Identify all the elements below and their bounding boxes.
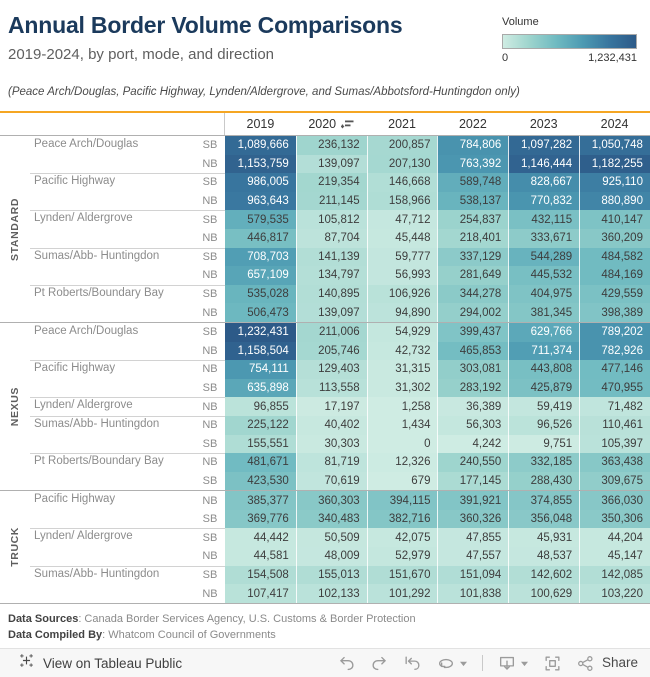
- heatmap-cell-2023[interactable]: 711,374: [508, 342, 579, 361]
- mode-label-text: TRUCK: [9, 527, 21, 567]
- heatmap-cell-2023[interactable]: 425,879: [508, 379, 579, 398]
- heatmap-cell-2022[interactable]: 47,557: [437, 547, 508, 566]
- port-block: [30, 566, 650, 603]
- port-rows: [195, 528, 650, 565]
- view-on-tableau-public-link[interactable]: [18, 652, 182, 674]
- heatmap-cell-2019[interactable]: 107,417: [225, 584, 296, 603]
- heatmap-cell-2020[interactable]: 219,354: [296, 173, 367, 192]
- port-label[interactable]: Pacific Highway: [34, 493, 116, 506]
- direction-label[interactable]: NB: [202, 587, 218, 600]
- ports-container: [30, 491, 650, 603]
- heatmap-cell-2021[interactable]: 42,075: [367, 528, 438, 547]
- heatmap-cell-2024[interactable]: 398,389: [579, 303, 650, 322]
- table-row: [195, 360, 650, 379]
- ports-container: [30, 323, 650, 490]
- tableau-toolbar: [0, 648, 650, 677]
- heatmap-cell-2020[interactable]: 211,006: [296, 323, 367, 342]
- heatmap-cell-2022[interactable]: 337,129: [437, 248, 508, 267]
- table-row: [195, 528, 650, 547]
- data-sources-value: : Canada Border Services Agency, U.S. Customs & Border Protection: [78, 612, 416, 625]
- port-block: [30, 323, 650, 360]
- heatmap-cell-2024[interactable]: 360,209: [579, 229, 650, 248]
- heatmap-cell-2021[interactable]: 146,668: [367, 173, 438, 192]
- heatmap-cell-2020[interactable]: 87,704: [296, 229, 367, 248]
- legend-scale: [502, 52, 637, 64]
- heatmap-cell-2019[interactable]: 44,581: [225, 547, 296, 566]
- heatmap-cell-2022[interactable]: 538,137: [437, 192, 508, 211]
- heatmap-cell-2024[interactable]: 142,085: [579, 566, 650, 585]
- port-block: [30, 248, 650, 285]
- table-row: [195, 491, 650, 510]
- port-label[interactable]: Peace Arch/Douglas: [34, 324, 139, 337]
- heatmap-cell-2024[interactable]: 350,306: [579, 510, 650, 529]
- year-header-2024[interactable]: [579, 113, 650, 135]
- port-rows: [195, 285, 650, 322]
- heatmap-cell-2019[interactable]: 708,703: [225, 248, 296, 267]
- port-label[interactable]: Sumas/Abb- Huntingdon: [34, 249, 160, 262]
- heatmap-cell-2023[interactable]: 443,808: [508, 360, 579, 379]
- port-rows: [195, 416, 650, 453]
- heatmap-cell-2019[interactable]: 986,005: [225, 173, 296, 192]
- table-row: [195, 285, 650, 304]
- heatmap-cell-2021[interactable]: 94,890: [367, 303, 438, 322]
- mode-group-truck: [0, 490, 650, 603]
- direction-label[interactable]: NB: [202, 363, 218, 376]
- port-block: [30, 416, 650, 453]
- heatmap-cell-2020[interactable]: 236,132: [296, 136, 367, 155]
- heatmap-table: [0, 113, 650, 604]
- legend-title: Volume: [502, 16, 539, 28]
- heatmap-cell-2019[interactable]: 225,122: [225, 416, 296, 435]
- heatmap-cell-2023[interactable]: 9,751: [508, 435, 579, 454]
- heatmap-cell-2023[interactable]: 45,931: [508, 528, 579, 547]
- heatmap-cell-2022[interactable]: 360,326: [437, 510, 508, 529]
- heatmap-cell-2021[interactable]: 42,732: [367, 342, 438, 361]
- heatmap-cell-2023[interactable]: 828,667: [508, 173, 579, 192]
- heatmap-cell-2019[interactable]: 963,643: [225, 192, 296, 211]
- heatmap-cell-2021[interactable]: 54,929: [367, 323, 438, 342]
- year-label: 2019: [246, 117, 275, 131]
- heatmap-cell-2020[interactable]: 360,303: [296, 491, 367, 510]
- heatmap-cell-2020[interactable]: 30,303: [296, 435, 367, 454]
- heatmap-cell-2022[interactable]: 294,002: [437, 303, 508, 322]
- heatmap-cell-2023[interactable]: 432,115: [508, 210, 579, 229]
- direction-label[interactable]: NB: [202, 269, 218, 282]
- heatmap-cell-2020[interactable]: 81,719: [296, 453, 367, 472]
- direction-label[interactable]: SB: [202, 437, 218, 450]
- heatmap-cell-2022[interactable]: 177,145: [437, 472, 508, 491]
- table-body: [0, 135, 650, 604]
- year-header-2020[interactable]: [296, 113, 367, 135]
- port-rows: [195, 248, 650, 285]
- page-title: Annual Border Volume Comparisons: [8, 12, 403, 38]
- direction-label[interactable]: NB: [202, 157, 218, 170]
- port-block: [30, 360, 650, 397]
- heatmap-cell-2022[interactable]: 344,278: [437, 285, 508, 304]
- port-label[interactable]: Sumas/Abb- Huntingdon: [34, 567, 160, 580]
- direction-label[interactable]: SB: [202, 288, 218, 301]
- heatmap-cell-2024[interactable]: 470,955: [579, 379, 650, 398]
- table-row: [195, 136, 650, 155]
- heatmap-cell-2020[interactable]: 70,619: [296, 472, 367, 491]
- table-row: [195, 510, 650, 529]
- heatmap-cell-2023[interactable]: 544,289: [508, 248, 579, 267]
- heatmap-cell-2024[interactable]: 484,582: [579, 248, 650, 267]
- heatmap-cell-2019[interactable]: 481,671: [225, 453, 296, 472]
- heatmap-cell-2024[interactable]: 1,050,748: [579, 136, 650, 155]
- heatmap-cell-2020[interactable]: 50,509: [296, 528, 367, 547]
- mode-group-standard: [0, 136, 650, 322]
- heatmap-cell-2023[interactable]: 288,430: [508, 472, 579, 491]
- heatmap-cell-2020[interactable]: 105,812: [296, 210, 367, 229]
- heatmap-cell-2022[interactable]: 240,550: [437, 453, 508, 472]
- table-row: [195, 342, 650, 361]
- heatmap-cell-2023[interactable]: 629,766: [508, 323, 579, 342]
- heatmap-cell-2022[interactable]: 151,094: [437, 566, 508, 585]
- table-row: [195, 323, 650, 342]
- port-label[interactable]: Lynden/ Aldergrove: [34, 212, 133, 225]
- table-row: [195, 416, 650, 435]
- sort-descending-icon[interactable]: [341, 119, 354, 129]
- heatmap-cell-2024[interactable]: 925,110: [579, 173, 650, 192]
- heatmap-cell-2023[interactable]: 770,832: [508, 192, 579, 211]
- heatmap-cell-2024[interactable]: 880,890: [579, 192, 650, 211]
- fullscreen-button[interactable]: [543, 654, 562, 673]
- port-rows: [195, 173, 650, 210]
- heatmap-cell-2022[interactable]: 254,837: [437, 210, 508, 229]
- heatmap-cell-2024[interactable]: 477,146: [579, 360, 650, 379]
- direction-label[interactable]: SB: [202, 531, 218, 544]
- port-rows: [195, 136, 650, 173]
- heatmap-cell-2024[interactable]: 484,169: [579, 266, 650, 285]
- heatmap-cell-2023[interactable]: 374,855: [508, 491, 579, 510]
- direction-label[interactable]: NB: [202, 195, 218, 208]
- port-block: [30, 210, 650, 247]
- mode-label-text: NEXUS: [9, 387, 21, 427]
- heatmap-cell-2024[interactable]: 103,220: [579, 584, 650, 603]
- undo-button[interactable]: [337, 654, 356, 673]
- heatmap-cell-2021[interactable]: 106,926: [367, 285, 438, 304]
- direction-label[interactable]: SB: [202, 568, 218, 581]
- view-on-tableau-public-label: View on Tableau Public: [43, 655, 183, 671]
- table-row: [195, 547, 650, 566]
- table-row: [195, 566, 650, 585]
- heatmap-cell-2023[interactable]: 332,185: [508, 453, 579, 472]
- direction-label[interactable]: SB: [202, 513, 218, 526]
- year-label: 2023: [529, 117, 558, 131]
- heatmap-cell-2020[interactable]: 129,403: [296, 360, 367, 379]
- heatmap-cell-2023[interactable]: 356,048: [508, 510, 579, 529]
- port-rows: [195, 360, 650, 397]
- heatmap-cell-2024[interactable]: 45,147: [579, 547, 650, 566]
- mode-group-nexus: [0, 322, 650, 490]
- heatmap-cell-2023[interactable]: 48,537: [508, 547, 579, 566]
- table-row: [195, 584, 650, 603]
- legend-max: 1,232,431: [588, 52, 637, 64]
- color-legend[interactable]: [502, 16, 637, 64]
- port-block: [30, 285, 650, 322]
- table-row: [195, 472, 650, 491]
- heatmap-cell-2019[interactable]: 506,473: [225, 303, 296, 322]
- port-rows: [195, 210, 650, 247]
- heatmap-cell-2021[interactable]: 45,448: [367, 229, 438, 248]
- direction-label[interactable]: SB: [202, 382, 218, 395]
- heatmap-cell-2020[interactable]: 40,402: [296, 416, 367, 435]
- heatmap-cell-2023[interactable]: 381,345: [508, 303, 579, 322]
- year-header-2023[interactable]: [508, 113, 579, 135]
- heatmap-cell-2024[interactable]: 44,204: [579, 528, 650, 547]
- heatmap-cell-2024[interactable]: 366,030: [579, 491, 650, 510]
- heatmap-cell-2019[interactable]: 423,530: [225, 472, 296, 491]
- heatmap-cell-2023[interactable]: 59,419: [508, 397, 579, 416]
- heatmap-cell-2023[interactable]: 1,097,282: [508, 136, 579, 155]
- heatmap-cell-2019[interactable]: 1,153,759: [225, 155, 296, 174]
- heatmap-cell-2022[interactable]: 218,401: [437, 229, 508, 248]
- heatmap-cell-2024[interactable]: 105,397: [579, 435, 650, 454]
- port-block: [30, 397, 650, 416]
- heatmap-cell-2024[interactable]: 363,438: [579, 453, 650, 472]
- heatmap-cell-2020[interactable]: 211,145: [296, 192, 367, 211]
- data-sources-label: Data Sources: [8, 612, 79, 625]
- direction-label[interactable]: NB: [202, 306, 218, 319]
- heatmap-cell-2021[interactable]: 382,716: [367, 510, 438, 529]
- heatmap-cell-2024[interactable]: 110,461: [579, 416, 650, 435]
- port-label[interactable]: Lynden/ Aldergrove: [34, 530, 133, 543]
- header-area: [0, 0, 650, 111]
- download-button[interactable]: [497, 654, 529, 673]
- heatmap-cell-2024[interactable]: 71,482: [579, 397, 650, 416]
- heatmap-cell-2021[interactable]: 158,966: [367, 192, 438, 211]
- direction-label[interactable]: SB: [202, 176, 218, 189]
- table-row: [195, 379, 650, 398]
- heatmap-cell-2019[interactable]: 369,776: [225, 510, 296, 529]
- heatmap-cell-2021[interactable]: 200,857: [367, 136, 438, 155]
- heatmap-cell-2024[interactable]: 1,182,255: [579, 155, 650, 174]
- heatmap-cell-2024[interactable]: 410,147: [579, 210, 650, 229]
- share-button[interactable]: Share: [576, 654, 638, 673]
- direction-label[interactable]: SB: [202, 250, 218, 263]
- heatmap-cell-2024[interactable]: 429,559: [579, 285, 650, 304]
- heatmap-cell-2021[interactable]: 207,130: [367, 155, 438, 174]
- table-row: [195, 303, 650, 322]
- year-label: 2021: [388, 117, 416, 131]
- heatmap-cell-2019[interactable]: 154,508: [225, 566, 296, 585]
- direction-label[interactable]: NB: [202, 419, 218, 432]
- heatmap-cell-2022[interactable]: 303,081: [437, 360, 508, 379]
- direction-label[interactable]: NB: [202, 550, 218, 563]
- heatmap-cell-2022[interactable]: 391,921: [437, 491, 508, 510]
- port-label[interactable]: Sumas/Abb- Huntingdon: [34, 417, 160, 430]
- year-label: 2024: [600, 117, 629, 131]
- port-label[interactable]: Pacific Highway: [34, 175, 116, 188]
- direction-label[interactable]: SB: [202, 326, 218, 339]
- data-compiled-label: Data Compiled By: [8, 628, 103, 641]
- heatmap-cell-2020[interactable]: 48,009: [296, 547, 367, 566]
- heatmap-cell-2020[interactable]: 140,895: [296, 285, 367, 304]
- refresh-button[interactable]: [436, 654, 468, 673]
- heatmap-cell-2020[interactable]: 139,097: [296, 155, 367, 174]
- download-caret-icon: [520, 660, 529, 667]
- table-row: [195, 266, 650, 285]
- heatmap-cell-2019[interactable]: 385,377: [225, 491, 296, 510]
- port-rows: [195, 397, 650, 416]
- heatmap-cell-2021[interactable]: 679: [367, 472, 438, 491]
- heatmap-cell-2022[interactable]: 47,855: [437, 528, 508, 547]
- table-row: [195, 248, 650, 267]
- direction-label[interactable]: NB: [202, 344, 218, 357]
- heatmap-cell-2020[interactable]: 205,746: [296, 342, 367, 361]
- port-block: [30, 491, 650, 528]
- legend-min: 0: [502, 52, 509, 64]
- port-block: [30, 453, 650, 490]
- heatmap-cell-2021[interactable]: 56,993: [367, 266, 438, 285]
- heatmap-cell-2019[interactable]: 1,158,504: [225, 342, 296, 361]
- table-row: [195, 173, 650, 192]
- toolbar-divider: [482, 655, 483, 671]
- heatmap-cell-2020[interactable]: 155,013: [296, 566, 367, 585]
- direction-label[interactable]: NB: [202, 494, 218, 507]
- year-column-headers: [224, 113, 650, 135]
- table-row: [195, 397, 650, 416]
- heatmap-cell-2019[interactable]: 155,551: [225, 435, 296, 454]
- heatmap-cell-2021[interactable]: 394,115: [367, 491, 438, 510]
- port-rows: [195, 491, 650, 528]
- heatmap-cell-2022[interactable]: 784,806: [437, 136, 508, 155]
- mode-label-truck[interactable]: [0, 491, 30, 603]
- year-header-2019[interactable]: [225, 113, 296, 135]
- year-header-2021[interactable]: [367, 113, 438, 135]
- heatmap-cell-2020[interactable]: 17,197: [296, 397, 367, 416]
- heatmap-cell-2022[interactable]: 281,649: [437, 266, 508, 285]
- heatmap-cell-2023[interactable]: 445,532: [508, 266, 579, 285]
- direction-label[interactable]: SB: [202, 474, 218, 487]
- mode-label-text: STANDARD: [9, 197, 21, 261]
- port-block: [30, 173, 650, 210]
- direction-label[interactable]: NB: [202, 456, 218, 469]
- port-label[interactable]: Pt Roberts/Boundary Bay: [34, 286, 164, 299]
- table-row: [195, 155, 650, 174]
- heatmap-cell-2023[interactable]: 1,146,444: [508, 155, 579, 174]
- redo-button[interactable]: [370, 654, 389, 673]
- ports-container: [30, 136, 650, 322]
- tableau-logo-icon: [18, 652, 35, 674]
- heatmap-cell-2021[interactable]: 59,777: [367, 248, 438, 267]
- heatmap-cell-2023[interactable]: 100,629: [508, 584, 579, 603]
- heatmap-cell-2019[interactable]: 44,442: [225, 528, 296, 547]
- heatmap-cell-2019[interactable]: 1,232,431: [225, 323, 296, 342]
- port-label[interactable]: Pt Roberts/Boundary Bay: [34, 455, 164, 468]
- port-rows: [195, 453, 650, 490]
- heatmap-cell-2023[interactable]: 404,975: [508, 285, 579, 304]
- heatmap-cell-2022[interactable]: 465,853: [437, 342, 508, 361]
- reset-button[interactable]: [403, 654, 422, 673]
- heatmap-cell-2021[interactable]: 47,712: [367, 210, 438, 229]
- port-label[interactable]: Pacific Highway: [34, 362, 116, 375]
- heatmap-cell-2022[interactable]: 399,437: [437, 323, 508, 342]
- direction-label[interactable]: NB: [202, 232, 218, 245]
- mode-label-nexus[interactable]: [0, 323, 30, 490]
- refresh-caret-icon: [459, 660, 468, 667]
- heatmap-cell-2021[interactable]: 0: [367, 435, 438, 454]
- heatmap-cell-2021[interactable]: 101,292: [367, 584, 438, 603]
- heatmap-cell-2020[interactable]: 139,097: [296, 303, 367, 322]
- heatmap-cell-2019[interactable]: 1,089,666: [225, 136, 296, 155]
- heatmap-cell-2023[interactable]: 142,602: [508, 566, 579, 585]
- heatmap-cell-2021[interactable]: 12,326: [367, 453, 438, 472]
- heatmap-cell-2020[interactable]: 340,483: [296, 510, 367, 529]
- heatmap-cell-2022[interactable]: 36,389: [437, 397, 508, 416]
- port-label[interactable]: Lynden/ Aldergrove: [34, 399, 133, 412]
- heatmap-cell-2022[interactable]: 101,838: [437, 584, 508, 603]
- table-row: [195, 453, 650, 472]
- heatmap-cell-2022[interactable]: 4,242: [437, 435, 508, 454]
- heatmap-cell-2021[interactable]: 31,315: [367, 360, 438, 379]
- page-subtitle: 2019-2024, by port, mode, and direction: [8, 46, 275, 63]
- direction-label[interactable]: SB: [202, 139, 218, 152]
- heatmap-cell-2021[interactable]: 151,670: [367, 566, 438, 585]
- data-compiled-value: : Whatcom Council of Governments: [102, 628, 276, 641]
- heatmap-cell-2019[interactable]: 96,855: [225, 397, 296, 416]
- heatmap-cell-2022[interactable]: 283,192: [437, 379, 508, 398]
- table-row: [195, 435, 650, 454]
- heatmap-cell-2024[interactable]: 309,675: [579, 472, 650, 491]
- heatmap-cell-2020[interactable]: 134,797: [296, 266, 367, 285]
- year-label: 2022: [458, 117, 487, 131]
- table-row: [195, 210, 650, 229]
- ports-note: (Peace Arch/Douglas, Pacific Highway, Lynden/Aldergrove, and Sumas/Abbotsford-Huntingdon only): [8, 86, 520, 98]
- heatmap-cell-2021[interactable]: 1,434: [367, 416, 438, 435]
- heatmap-cell-2023[interactable]: 96,526: [508, 416, 579, 435]
- heatmap-cell-2019[interactable]: 579,535: [225, 210, 296, 229]
- heatmap-cell-2019[interactable]: 535,028: [225, 285, 296, 304]
- year-header-2022[interactable]: [437, 113, 508, 135]
- heatmap-cell-2021[interactable]: 52,979: [367, 547, 438, 566]
- heatmap-cell-2019[interactable]: 657,109: [225, 266, 296, 285]
- heatmap-cell-2020[interactable]: 102,133: [296, 584, 367, 603]
- heatmap-cell-2023[interactable]: 333,671: [508, 229, 579, 248]
- port-rows: [195, 566, 650, 603]
- heatmap-cell-2021[interactable]: 31,302: [367, 379, 438, 398]
- heatmap-cell-2024[interactable]: 789,202: [579, 323, 650, 342]
- direction-label[interactable]: SB: [202, 213, 218, 226]
- port-block: [30, 136, 650, 173]
- heatmap-cell-2020[interactable]: 113,558: [296, 379, 367, 398]
- mode-label-standard[interactable]: [0, 136, 30, 322]
- heatmap-cell-2022[interactable]: 763,392: [437, 155, 508, 174]
- data-credits: [0, 604, 650, 641]
- heatmap-cell-2022[interactable]: 589,748: [437, 173, 508, 192]
- heatmap-cell-2022[interactable]: 56,303: [437, 416, 508, 435]
- heatmap-cell-2019[interactable]: 446,817: [225, 229, 296, 248]
- legend-gradient-bar: [502, 34, 637, 49]
- table-row: [195, 192, 650, 211]
- heatmap-cell-2019[interactable]: 754,111: [225, 360, 296, 379]
- heatmap-cell-2020[interactable]: 141,139: [296, 248, 367, 267]
- toolbar-buttons: [337, 654, 638, 673]
- port-block: [30, 528, 650, 565]
- heatmap-cell-2024[interactable]: 782,926: [579, 342, 650, 361]
- direction-label[interactable]: NB: [202, 400, 218, 413]
- year-label: 2020: [308, 117, 337, 131]
- table-row: [195, 229, 650, 248]
- port-label[interactable]: Peace Arch/Douglas: [34, 138, 139, 150]
- port-rows: [195, 323, 650, 360]
- data-compiled-line: [8, 629, 650, 641]
- data-sources-line: [8, 613, 650, 625]
- heatmap-cell-2019[interactable]: 635,898: [225, 379, 296, 398]
- heatmap-cell-2021[interactable]: 1,258: [367, 397, 438, 416]
